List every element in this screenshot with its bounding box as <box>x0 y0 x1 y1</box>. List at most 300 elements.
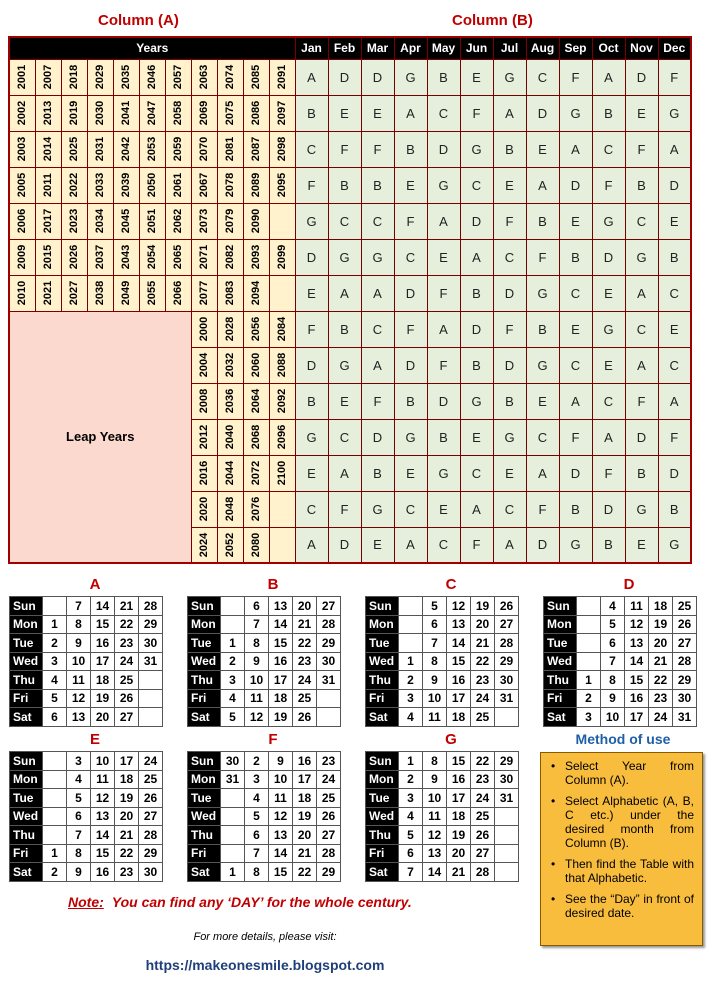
date-cell: 23 <box>471 770 495 789</box>
date-cell <box>495 807 519 826</box>
letter-cell: F <box>526 239 559 275</box>
date-cell: 1 <box>577 671 601 690</box>
common-year-row <box>9 239 691 275</box>
letter-cell: G <box>493 59 526 95</box>
date-cell <box>43 807 67 826</box>
blog-url-link[interactable]: https://makeonesmile.blogspot.com <box>145 957 385 973</box>
year-value: 2015 <box>41 244 54 270</box>
date-cell: 19 <box>447 826 471 845</box>
letter-cell: F <box>394 203 427 239</box>
day-name-cell: Mon <box>10 770 43 789</box>
letter-cell: D <box>361 59 394 95</box>
date-cell <box>495 844 519 863</box>
letter-cell: E <box>295 275 328 311</box>
letter-cell: D <box>493 347 526 383</box>
date-cell: 22 <box>649 671 673 690</box>
calendar-row <box>366 615 519 634</box>
year-cell <box>243 347 269 383</box>
calendar-g <box>365 751 519 882</box>
date-cell: 28 <box>317 844 341 863</box>
date-cell: 28 <box>139 826 163 845</box>
date-cell: 30 <box>139 634 163 653</box>
day-name-cell: Tue <box>188 789 221 808</box>
date-cell: 24 <box>649 708 673 727</box>
letter-cell: D <box>295 347 328 383</box>
date-cell: 20 <box>447 844 471 863</box>
letter-cell: B <box>559 491 592 527</box>
year-value: 2004 <box>197 352 210 378</box>
date-cell: 2 <box>245 752 269 771</box>
date-cell: 18 <box>115 770 139 789</box>
letter-cell: E <box>658 203 691 239</box>
date-cell: 11 <box>423 807 447 826</box>
date-cell: 26 <box>317 807 341 826</box>
date-cell: 3 <box>399 789 423 808</box>
year-value: 2054 <box>145 244 158 270</box>
year-cell <box>139 239 165 275</box>
year-value: 2050 <box>145 172 158 198</box>
date-cell: 18 <box>649 597 673 616</box>
letter-cell: A <box>460 491 493 527</box>
year-cell <box>243 455 269 491</box>
note <box>68 894 412 910</box>
letter-cell: F <box>526 491 559 527</box>
letter-cell: E <box>427 491 460 527</box>
date-cell: 24 <box>471 789 495 808</box>
year-cell <box>217 95 243 131</box>
year-value: 2060 <box>249 352 262 378</box>
calendar-b-title: B <box>267 576 279 593</box>
letter-cell: B <box>526 311 559 347</box>
date-cell: 3 <box>221 671 245 690</box>
date-cell: 7 <box>245 615 269 634</box>
letter-cell: E <box>559 203 592 239</box>
date-cell: 5 <box>423 597 447 616</box>
letter-cell: F <box>460 95 493 131</box>
year-cell <box>243 167 269 203</box>
common-year-row <box>9 203 691 239</box>
date-cell: 12 <box>245 708 269 727</box>
letter-cell: F <box>592 167 625 203</box>
letter-cell: C <box>493 239 526 275</box>
date-cell: 8 <box>423 752 447 771</box>
date-cell: 21 <box>649 652 673 671</box>
day-name-cell: Sun <box>366 752 399 771</box>
date-cell: 28 <box>471 863 495 882</box>
date-cell: 27 <box>115 708 139 727</box>
letter-cell: D <box>361 419 394 455</box>
date-cell: 12 <box>67 689 91 708</box>
calendar-row <box>188 689 341 708</box>
year-cell <box>191 95 217 131</box>
letter-cell: C <box>460 455 493 491</box>
date-cell: 30 <box>673 689 697 708</box>
year-value: 2046 <box>145 64 158 90</box>
letter-cell: D <box>559 455 592 491</box>
year-cell <box>217 419 243 455</box>
date-cell: 5 <box>43 689 67 708</box>
calendar-row <box>366 770 519 789</box>
month-header-feb: Feb <box>328 37 361 59</box>
date-cell: 14 <box>91 826 115 845</box>
calendar-row <box>544 597 697 616</box>
year-value: 2025 <box>67 136 80 162</box>
calendar-row <box>10 652 163 671</box>
year-value: 2082 <box>223 244 236 270</box>
letter-cell: F <box>361 383 394 419</box>
year-cell <box>113 59 139 95</box>
date-cell: 31 <box>221 770 245 789</box>
year-value: 2047 <box>145 100 158 126</box>
year-cell <box>217 311 243 347</box>
year-cell <box>9 95 35 131</box>
day-name-cell: Thu <box>10 826 43 845</box>
year-value: 2003 <box>16 136 29 162</box>
letter-cell: E <box>460 419 493 455</box>
date-cell: 19 <box>471 597 495 616</box>
letter-cell: B <box>361 455 394 491</box>
date-cell: 12 <box>269 807 293 826</box>
letter-cell: C <box>625 311 658 347</box>
calendar-row <box>188 708 341 727</box>
date-cell: 17 <box>293 770 317 789</box>
date-cell: 10 <box>67 652 91 671</box>
letter-cell: D <box>625 59 658 95</box>
letter-cell: F <box>295 311 328 347</box>
date-cell: 2 <box>43 634 67 653</box>
year-cell <box>35 59 61 95</box>
date-cell: 28 <box>673 652 697 671</box>
year-cell <box>35 131 61 167</box>
letter-cell: A <box>658 383 691 419</box>
year-value: 2091 <box>275 64 288 90</box>
letter-cell: B <box>394 383 427 419</box>
date-cell: 8 <box>423 652 447 671</box>
letter-cell: B <box>460 275 493 311</box>
letter-cell: C <box>526 59 559 95</box>
year-value: 2001 <box>16 64 29 90</box>
day-name-cell: Fri <box>188 689 221 708</box>
year-cell <box>191 527 217 563</box>
letter-cell: D <box>328 527 361 563</box>
letter-cell: C <box>394 239 427 275</box>
date-cell: 2 <box>221 652 245 671</box>
date-cell <box>139 689 163 708</box>
year-cell <box>87 239 113 275</box>
date-cell: 2 <box>577 689 601 708</box>
letter-cell: C <box>295 131 328 167</box>
letter-cell: G <box>361 239 394 275</box>
letter-cell: B <box>427 59 460 95</box>
date-cell: 29 <box>495 752 519 771</box>
year-cell <box>269 527 295 563</box>
date-cell: 29 <box>673 671 697 690</box>
year-value: 2070 <box>197 136 210 162</box>
letter-cell: E <box>592 275 625 311</box>
year-cell <box>165 203 191 239</box>
date-cell: 25 <box>317 789 341 808</box>
year-value: 2045 <box>119 208 132 234</box>
letter-cell: C <box>526 419 559 455</box>
letter-cell: E <box>526 131 559 167</box>
letter-cell: G <box>658 95 691 131</box>
column-b-heading: Column (B) <box>452 12 533 29</box>
date-cell: 2 <box>399 671 423 690</box>
year-value: 2040 <box>223 424 236 450</box>
year-cell <box>269 131 295 167</box>
letter-cell: F <box>658 59 691 95</box>
date-cell: 12 <box>447 597 471 616</box>
date-cell: 20 <box>91 708 115 727</box>
year-cell <box>165 239 191 275</box>
method-steps-list <box>551 759 694 920</box>
calendar-row <box>188 597 341 616</box>
letter-cell: D <box>526 527 559 563</box>
date-cell: 14 <box>269 615 293 634</box>
day-name-cell: Fri <box>366 844 399 863</box>
year-value: 2009 <box>16 244 29 270</box>
letter-cell: C <box>328 203 361 239</box>
date-cell: 8 <box>601 671 625 690</box>
method-step: • Select Year from Column (A). <box>551 759 694 787</box>
year-value: 2075 <box>223 100 236 126</box>
date-cell: 15 <box>269 863 293 882</box>
day-name-cell: Fri <box>10 689 43 708</box>
letter-cell: E <box>658 311 691 347</box>
date-cell: 13 <box>625 634 649 653</box>
letter-cell: B <box>460 347 493 383</box>
date-cell: 31 <box>139 652 163 671</box>
date-cell: 18 <box>447 708 471 727</box>
letter-cell: G <box>625 239 658 275</box>
date-cell <box>43 752 67 771</box>
year-value: 2072 <box>249 460 262 486</box>
calendar-row <box>366 671 519 690</box>
method-step: • Then find the Table with that Alphabetic. <box>551 857 694 885</box>
date-cell <box>43 826 67 845</box>
calendar-row <box>188 652 341 671</box>
letter-cell: G <box>493 419 526 455</box>
year-month-lookup-table <box>8 36 692 564</box>
calendar-row <box>188 789 341 808</box>
letter-cell: B <box>394 131 427 167</box>
year-value: 2074 <box>223 64 236 90</box>
letter-cell: C <box>559 347 592 383</box>
calendar-row <box>366 789 519 808</box>
year-cell <box>113 275 139 311</box>
day-name-cell: Wed <box>10 807 43 826</box>
year-cell <box>113 239 139 275</box>
day-name-cell: Sat <box>10 863 43 882</box>
year-cell <box>217 455 243 491</box>
letter-cell: C <box>493 491 526 527</box>
date-cell: 22 <box>293 863 317 882</box>
date-cell: 14 <box>423 863 447 882</box>
year-value: 2042 <box>119 136 132 162</box>
year-cell <box>243 419 269 455</box>
date-cell: 20 <box>649 634 673 653</box>
date-cell <box>495 863 519 882</box>
year-cell <box>9 131 35 167</box>
letter-cell: E <box>361 527 394 563</box>
year-cell <box>191 419 217 455</box>
year-cell <box>217 275 243 311</box>
year-cell <box>269 491 295 527</box>
date-cell: 28 <box>495 634 519 653</box>
letter-cell: A <box>361 275 394 311</box>
letter-cell: D <box>427 131 460 167</box>
day-name-cell: Sun <box>10 597 43 616</box>
calendar-b <box>187 596 341 727</box>
date-cell: 5 <box>399 826 423 845</box>
date-cell: 17 <box>447 689 471 708</box>
day-name-cell: Thu <box>366 826 399 845</box>
letter-cell: G <box>328 239 361 275</box>
year-value: 2028 <box>223 316 236 342</box>
date-cell: 19 <box>91 689 115 708</box>
calendar-a <box>9 596 163 727</box>
year-value: 2035 <box>119 64 132 90</box>
year-cell <box>61 131 87 167</box>
date-cell: 30 <box>495 671 519 690</box>
calendar-row <box>10 615 163 634</box>
date-cell: 6 <box>43 708 67 727</box>
year-cell <box>87 59 113 95</box>
letter-cell: G <box>394 419 427 455</box>
calendar-row <box>366 634 519 653</box>
year-value: 2061 <box>171 172 184 198</box>
day-name-cell: Mon <box>188 770 221 789</box>
date-cell: 15 <box>447 652 471 671</box>
year-cell <box>113 203 139 239</box>
day-name-cell: Wed <box>544 652 577 671</box>
year-value: 2049 <box>119 280 132 306</box>
letter-cell: E <box>361 95 394 131</box>
letter-cell: B <box>526 203 559 239</box>
year-value: 2016 <box>197 460 210 486</box>
date-cell: 24 <box>139 752 163 771</box>
letter-cell: C <box>427 527 460 563</box>
year-value: 2069 <box>197 100 210 126</box>
date-cell: 20 <box>115 807 139 826</box>
calendar-d-title: D <box>623 576 635 593</box>
letter-cell: F <box>658 419 691 455</box>
year-value: 2018 <box>67 64 80 90</box>
year-value: 2002 <box>16 100 29 126</box>
letter-cell: B <box>658 491 691 527</box>
letter-cell: A <box>625 347 658 383</box>
letter-cell: A <box>559 131 592 167</box>
year-value: 2068 <box>249 424 262 450</box>
year-cell <box>165 167 191 203</box>
letter-cell: A <box>328 275 361 311</box>
letter-cell: G <box>295 419 328 455</box>
common-year-row <box>9 167 691 203</box>
calendar-row <box>188 615 341 634</box>
calendar-row <box>10 597 163 616</box>
year-cell <box>217 167 243 203</box>
date-cell: 7 <box>601 652 625 671</box>
date-cell: 9 <box>245 652 269 671</box>
date-cell: 24 <box>293 671 317 690</box>
date-cell: 21 <box>471 634 495 653</box>
letter-cell: F <box>427 347 460 383</box>
year-value: 2094 <box>249 280 262 306</box>
letter-cell: G <box>625 491 658 527</box>
letter-cell: A <box>427 311 460 347</box>
letter-cell: A <box>427 203 460 239</box>
year-cell <box>269 455 295 491</box>
date-cell: 6 <box>399 844 423 863</box>
day-name-cell: Sat <box>366 863 399 882</box>
letter-cell: A <box>328 455 361 491</box>
year-value: 2023 <box>67 208 80 234</box>
year-value: 2031 <box>93 136 106 162</box>
letter-cell: A <box>361 347 394 383</box>
date-cell: 15 <box>625 671 649 690</box>
letter-cell: D <box>625 419 658 455</box>
month-header-aug: Aug <box>526 37 559 59</box>
year-value: 2081 <box>223 136 236 162</box>
year-value: 2041 <box>119 100 132 126</box>
date-cell: 14 <box>625 652 649 671</box>
year-cell <box>191 275 217 311</box>
year-value: 2052 <box>223 532 236 557</box>
year-cell <box>269 203 295 239</box>
day-name-cell: Sun <box>544 597 577 616</box>
visit-text: For more details, please visit: <box>193 931 337 943</box>
day-name-cell: Wed <box>188 652 221 671</box>
date-cell <box>43 770 67 789</box>
year-cell <box>139 95 165 131</box>
year-cell <box>217 203 243 239</box>
letter-cell: C <box>394 491 427 527</box>
letter-cell: B <box>427 419 460 455</box>
month-header-mar: Mar <box>361 37 394 59</box>
day-name-cell: Thu <box>188 671 221 690</box>
letter-cell: F <box>625 383 658 419</box>
year-value: 2051 <box>145 208 158 234</box>
calendar-row <box>10 844 163 863</box>
calendar-row <box>188 826 341 845</box>
letter-cell: D <box>427 383 460 419</box>
day-name-cell: Thu <box>10 671 43 690</box>
year-cell <box>191 347 217 383</box>
date-cell: 19 <box>269 708 293 727</box>
year-cell <box>243 95 269 131</box>
year-cell <box>243 275 269 311</box>
date-cell: 7 <box>245 844 269 863</box>
date-cell: 3 <box>245 770 269 789</box>
day-name-cell: Sun <box>10 752 43 771</box>
date-cell: 14 <box>91 597 115 616</box>
date-cell: 16 <box>447 671 471 690</box>
date-cell: 16 <box>625 689 649 708</box>
date-cell: 3 <box>399 689 423 708</box>
year-value: 2029 <box>93 64 106 90</box>
year-value: 2039 <box>119 172 132 198</box>
date-cell: 7 <box>399 863 423 882</box>
year-cell <box>269 167 295 203</box>
date-cell: 30 <box>221 752 245 771</box>
calendar-e <box>9 751 163 882</box>
letter-cell: C <box>658 275 691 311</box>
year-cell <box>87 167 113 203</box>
date-cell: 3 <box>67 752 91 771</box>
calendar-row <box>544 708 697 727</box>
date-cell: 10 <box>245 671 269 690</box>
letter-cell: E <box>625 95 658 131</box>
